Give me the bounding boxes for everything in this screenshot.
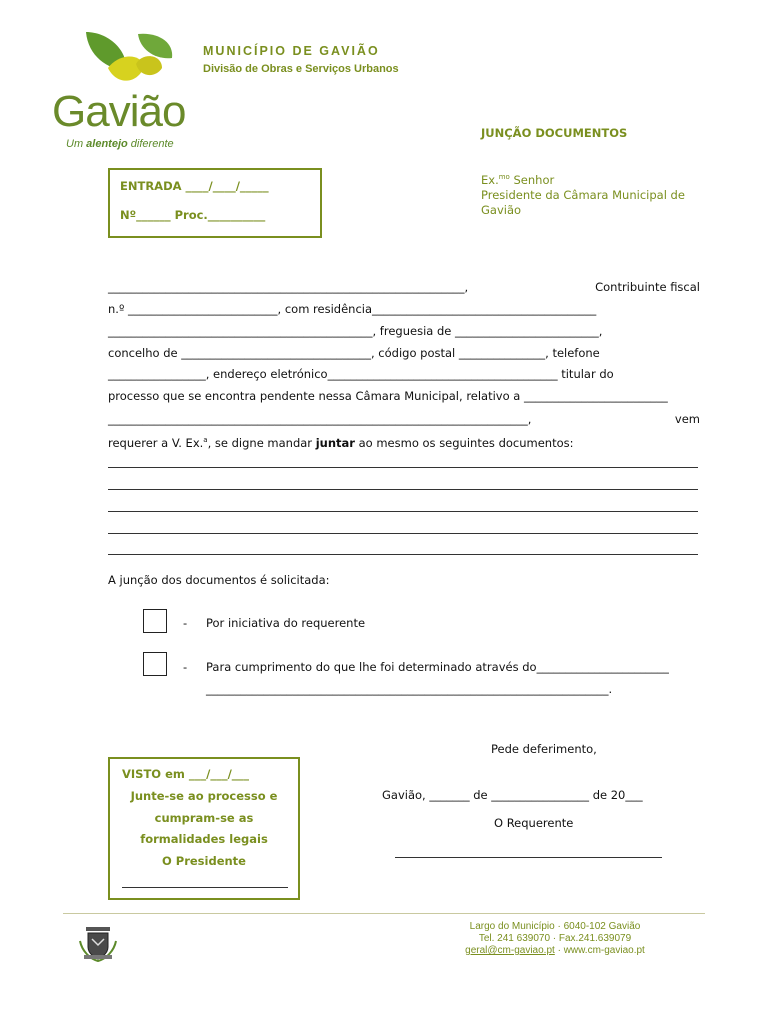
coat-of-arms-icon <box>78 921 118 963</box>
visto-box <box>108 757 300 900</box>
footer-rule <box>63 913 705 914</box>
form-line-process-continued[interactable]: _________________________________________________________________________, vem <box>108 412 700 426</box>
entrada-box <box>108 168 322 238</box>
form-line-nif[interactable]: n.º __________________________, com residência_______________________________________ <box>108 302 597 316</box>
visto-text: cumpram-se as <box>154 811 254 825</box>
visto-text: Junte-se ao processo e <box>130 789 278 803</box>
form-line-email[interactable]: _________________, endereço eletrónico________________________________________ titular do <box>108 367 614 381</box>
municipality-title: MUNICÍPIO DE GAVIÃO <box>203 44 380 58</box>
entrada-line: ENTRADA ____/____/_____ <box>120 179 269 193</box>
option-dash: - <box>183 616 188 630</box>
footer-contact: Largo do Município · 6040-102 Gavião Tel. 241 639070 · Fax.241.639079 geral@cm-gaviao.pt · www.cm-gaviao.pt <box>465 921 645 956</box>
option-initiative-checkbox[interactable] <box>143 609 167 633</box>
form-line-request: requerer a V. Ex.$^a$, se digne mandar juntar ao mesmo os seguintes documentos: <box>108 435 574 450</box>
proc-line: Nº______ Proc.__________ <box>120 208 266 222</box>
option-initiative-label: Por iniciativa do requerente <box>206 616 366 630</box>
footer-website-link[interactable]: www.cm-gaviao.pt <box>563 945 645 956</box>
form-line-concelho[interactable]: concelho de _________________________________, código postal _______________, telefone <box>108 346 600 360</box>
tagline: Um alentejo diferente <box>66 138 174 150</box>
document-blank-line[interactable] <box>108 489 698 490</box>
footer-email-link[interactable]: geral@cm-gaviao.pt <box>465 945 555 956</box>
document-blank-line[interactable] <box>108 554 698 555</box>
form-line-freguesia[interactable]: ______________________________________________, freguesia de _________________________, <box>108 324 603 338</box>
request-label: A junção dos documentos é solicitada: <box>108 573 330 587</box>
document-blank-line[interactable] <box>108 467 698 468</box>
logo-wordmark: Gavião <box>52 87 186 136</box>
visto-text: formalidades legais <box>140 832 268 846</box>
option-determined-checkbox[interactable] <box>143 652 167 676</box>
option-determined-label[interactable]: Para cumprimento do que lhe foi determinado através do_______________________ <box>206 660 669 674</box>
gaviao-leaves-logo-icon <box>78 30 178 92</box>
option-determined-line2[interactable]: ______________________________________________________________________. <box>206 682 613 696</box>
document-blank-line[interactable] <box>108 533 698 534</box>
requerente-signature-line[interactable] <box>395 857 662 858</box>
option-dash: - <box>183 660 188 674</box>
visto-date: VISTO em ___/___/___ <box>122 767 250 781</box>
division-name: Divisão de Obras e Serviços Urbanos <box>203 63 399 75</box>
requerente-label: O Requerente <box>494 816 574 830</box>
date-line[interactable]: Gavião, _______ de _________________ de 20___ <box>382 788 643 802</box>
addressee-block: Ex.$^{mo}$ Senhor Presidente da Câmara Municipal de Gavião <box>481 172 685 217</box>
visto-signature-line[interactable] <box>122 887 288 888</box>
pede-deferimento: Pede deferimento, <box>491 742 597 756</box>
document-heading: JUNÇÃO DOCUMENTOS <box>481 126 628 140</box>
form-line-name[interactable]: ______________________________________________________________, Contribuinte fiscal <box>108 280 700 294</box>
form-line-process[interactable]: processo que se encontra pendente nessa Câmara Municipal, relativo a _________________________ <box>108 389 668 403</box>
document-blank-line[interactable] <box>108 511 698 512</box>
visto-president: O Presidente <box>162 854 246 868</box>
